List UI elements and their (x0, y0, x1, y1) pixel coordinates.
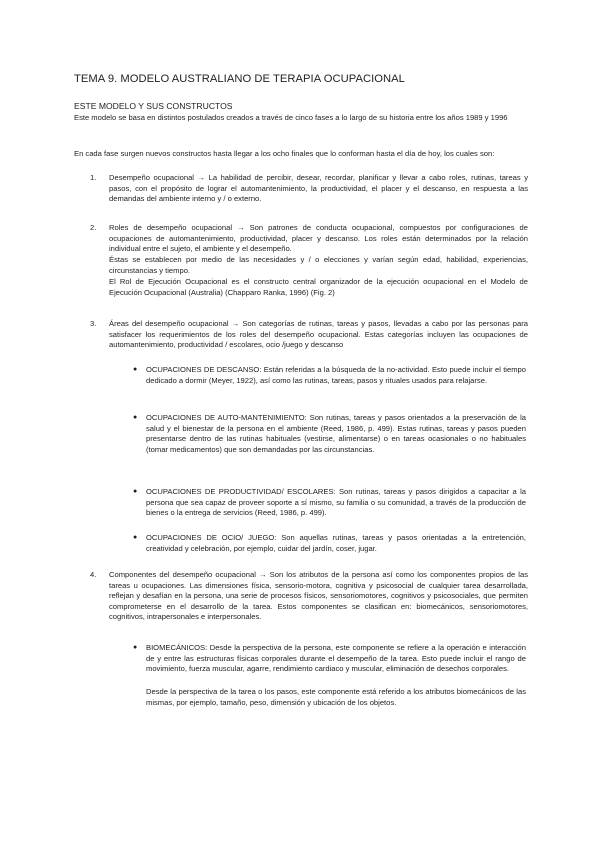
list-number: 2. (90, 223, 97, 232)
intro-paragraph-2: En cada fase surgen nuevos constructos hasta llegar a los ocho finales que lo conforman hasta el día de hoy, los cuales son: (74, 149, 495, 158)
list-number: 1. (90, 173, 97, 182)
bullet-ocio-juego: OCUPACIONES DE OCIO/ JUEGO: Son aquellas rutinas, tareas y pasos orientadas a la entretención, creatividad y celebración, por ejemplo, cuidar del jardín, coser, jugar. (146, 533, 526, 553)
list-number: 4. (90, 570, 97, 579)
bullet-biomecanicos-extra: Desde la perspectiva de la tarea o los pasos, este componente está referido a los atributos biomecánicos de las mismas, por ejemplo, tamaño, peso, dimensión y ubicación de los objetos. (146, 687, 526, 707)
bullet-icon: ● (133, 534, 138, 541)
list-item-2-extra-2: El Rol de Ejecución Ocupacional es el constructo central organizador de la ejecución ocupacional en el Modelo de Ejecución Ocupacional (Australia) (Chapparo Ranka, 1996) (Fig. 2) (109, 277, 528, 297)
list-item-3-text: Áreas del desempeño ocupacional → Son categorías de rutinas, tareas y pasos, llevadas a cabo por las personas para satisfacer los requerimientos de los roles del desempeño ocupacional. Estas categorías incluyen las ocupaciones de automantenimiento, productividad / escolares, ocio /juego y descanso (109, 319, 528, 350)
section-heading: ESTE MODELO Y SUS CONSTRUCTOS (74, 101, 233, 111)
bullet-icon: ● (133, 488, 138, 495)
bullet-productividad: OCUPACIONES DE PRODUCTIVIDAD/ ESCOLARES: Son rutinas, tareas y pasos dirigidos a capacitar a la persona que sea capaz de proveer soporte a sí mismo, su familia o su comunidad, a través de la producción de bienes o la entrega de servicios (Reed, 1986, p. 499). (146, 487, 526, 518)
intro-paragraph: Este modelo se basa en distintos postulados creados a través de cinco fases a lo largo de su historia entre los años 1989 y 1996 (74, 113, 508, 122)
list-item-1-text: Desempeño ocupacional → La habilidad de percibir, desear, recordar, planificar y llevar a cabo roles, rutinas, tareas y pasos, con el propósito de lograr el automantenimiento, la productividad, el placer y el descanso, en respuesta a las demandas del ambiente interno y / o externo. (109, 173, 528, 204)
bullet-biomecanicos: BIOMECÁNICOS: Desde la perspectiva de la persona, este componente se refiere a la operación e interacción de y entre las estructuras físicas corporales durante el desempeño de la tarea. Esto puede incluir el rango de movimiento, fuerza muscular, agarre, rendimiento cardiaco y muscular, eliminación de desechos corporales. (146, 643, 526, 674)
list-item-4-text: Componentes del desempeño ocupacional → Son los atributos de la persona así como los componentes propios de las tareas u ocupaciones. Las dimensiones física, sensorio-motora, cognitiva y psicosocial de cualquier tarea desarrollada, reflejan y desafían en la persona, una serie de procesos físicos, sensoriomotores, cognitivos y psicosociales, que permiten comprometerse en el desarrollo de la tarea. Estos componentes se clasifican en: biomecánicos, sensoriomotores, cognitivos, intrapersonales e interpersonales. (109, 570, 528, 622)
list-number: 3. (90, 319, 97, 328)
bullet-icon: ● (133, 414, 138, 421)
bullet-auto-mantenimiento: OCUPACIONES DE AUTO-MANTENIMIENTO: Son rutinas, tareas y pasos orientados a la preservación de la salud y el bienestar de la persona en el ambiente (Reed, 1986, p. 499). Estas rutinas, tareas y pasos pueden presentarse dentro de las rutinas habituales (vestirse, alimentarse) o en tareas ocasionales o no habituales (tomar medicamentos) que son demandadas por las circunstancias. (146, 413, 526, 454)
bullet-descanso: OCUPACIONES DE DESCANSO: Están referidas a la búsqueda de la no-actividad. Esto puede incluir el tiempo dedicado a dormir (Meyer, 1922), así como las rutinas, tareas, pasos y rituales usados para relajarse. (146, 365, 526, 385)
list-item-2-extra-1: Éstas se establecen por medio de las necesidades y / o elecciones y varían según edad, habilidad, experiencias, circunstancias y tiempo. (109, 255, 528, 275)
list-item-2-text: Roles de desempeño ocupacional → Son patrones de conducta ocupacional, compuestos por configuraciones de ocupaciones de automantenimiento, productividad, placer y descanso. Los roles están determinados por la relación individual entre el sujeto, el ambiente y el desempeño. (109, 223, 528, 254)
bullet-icon: ● (133, 366, 138, 373)
bullet-icon: ● (133, 644, 138, 651)
page-title: TEMA 9. MODELO AUSTRALIANO DE TERAPIA OCUPACIONAL (74, 73, 405, 85)
